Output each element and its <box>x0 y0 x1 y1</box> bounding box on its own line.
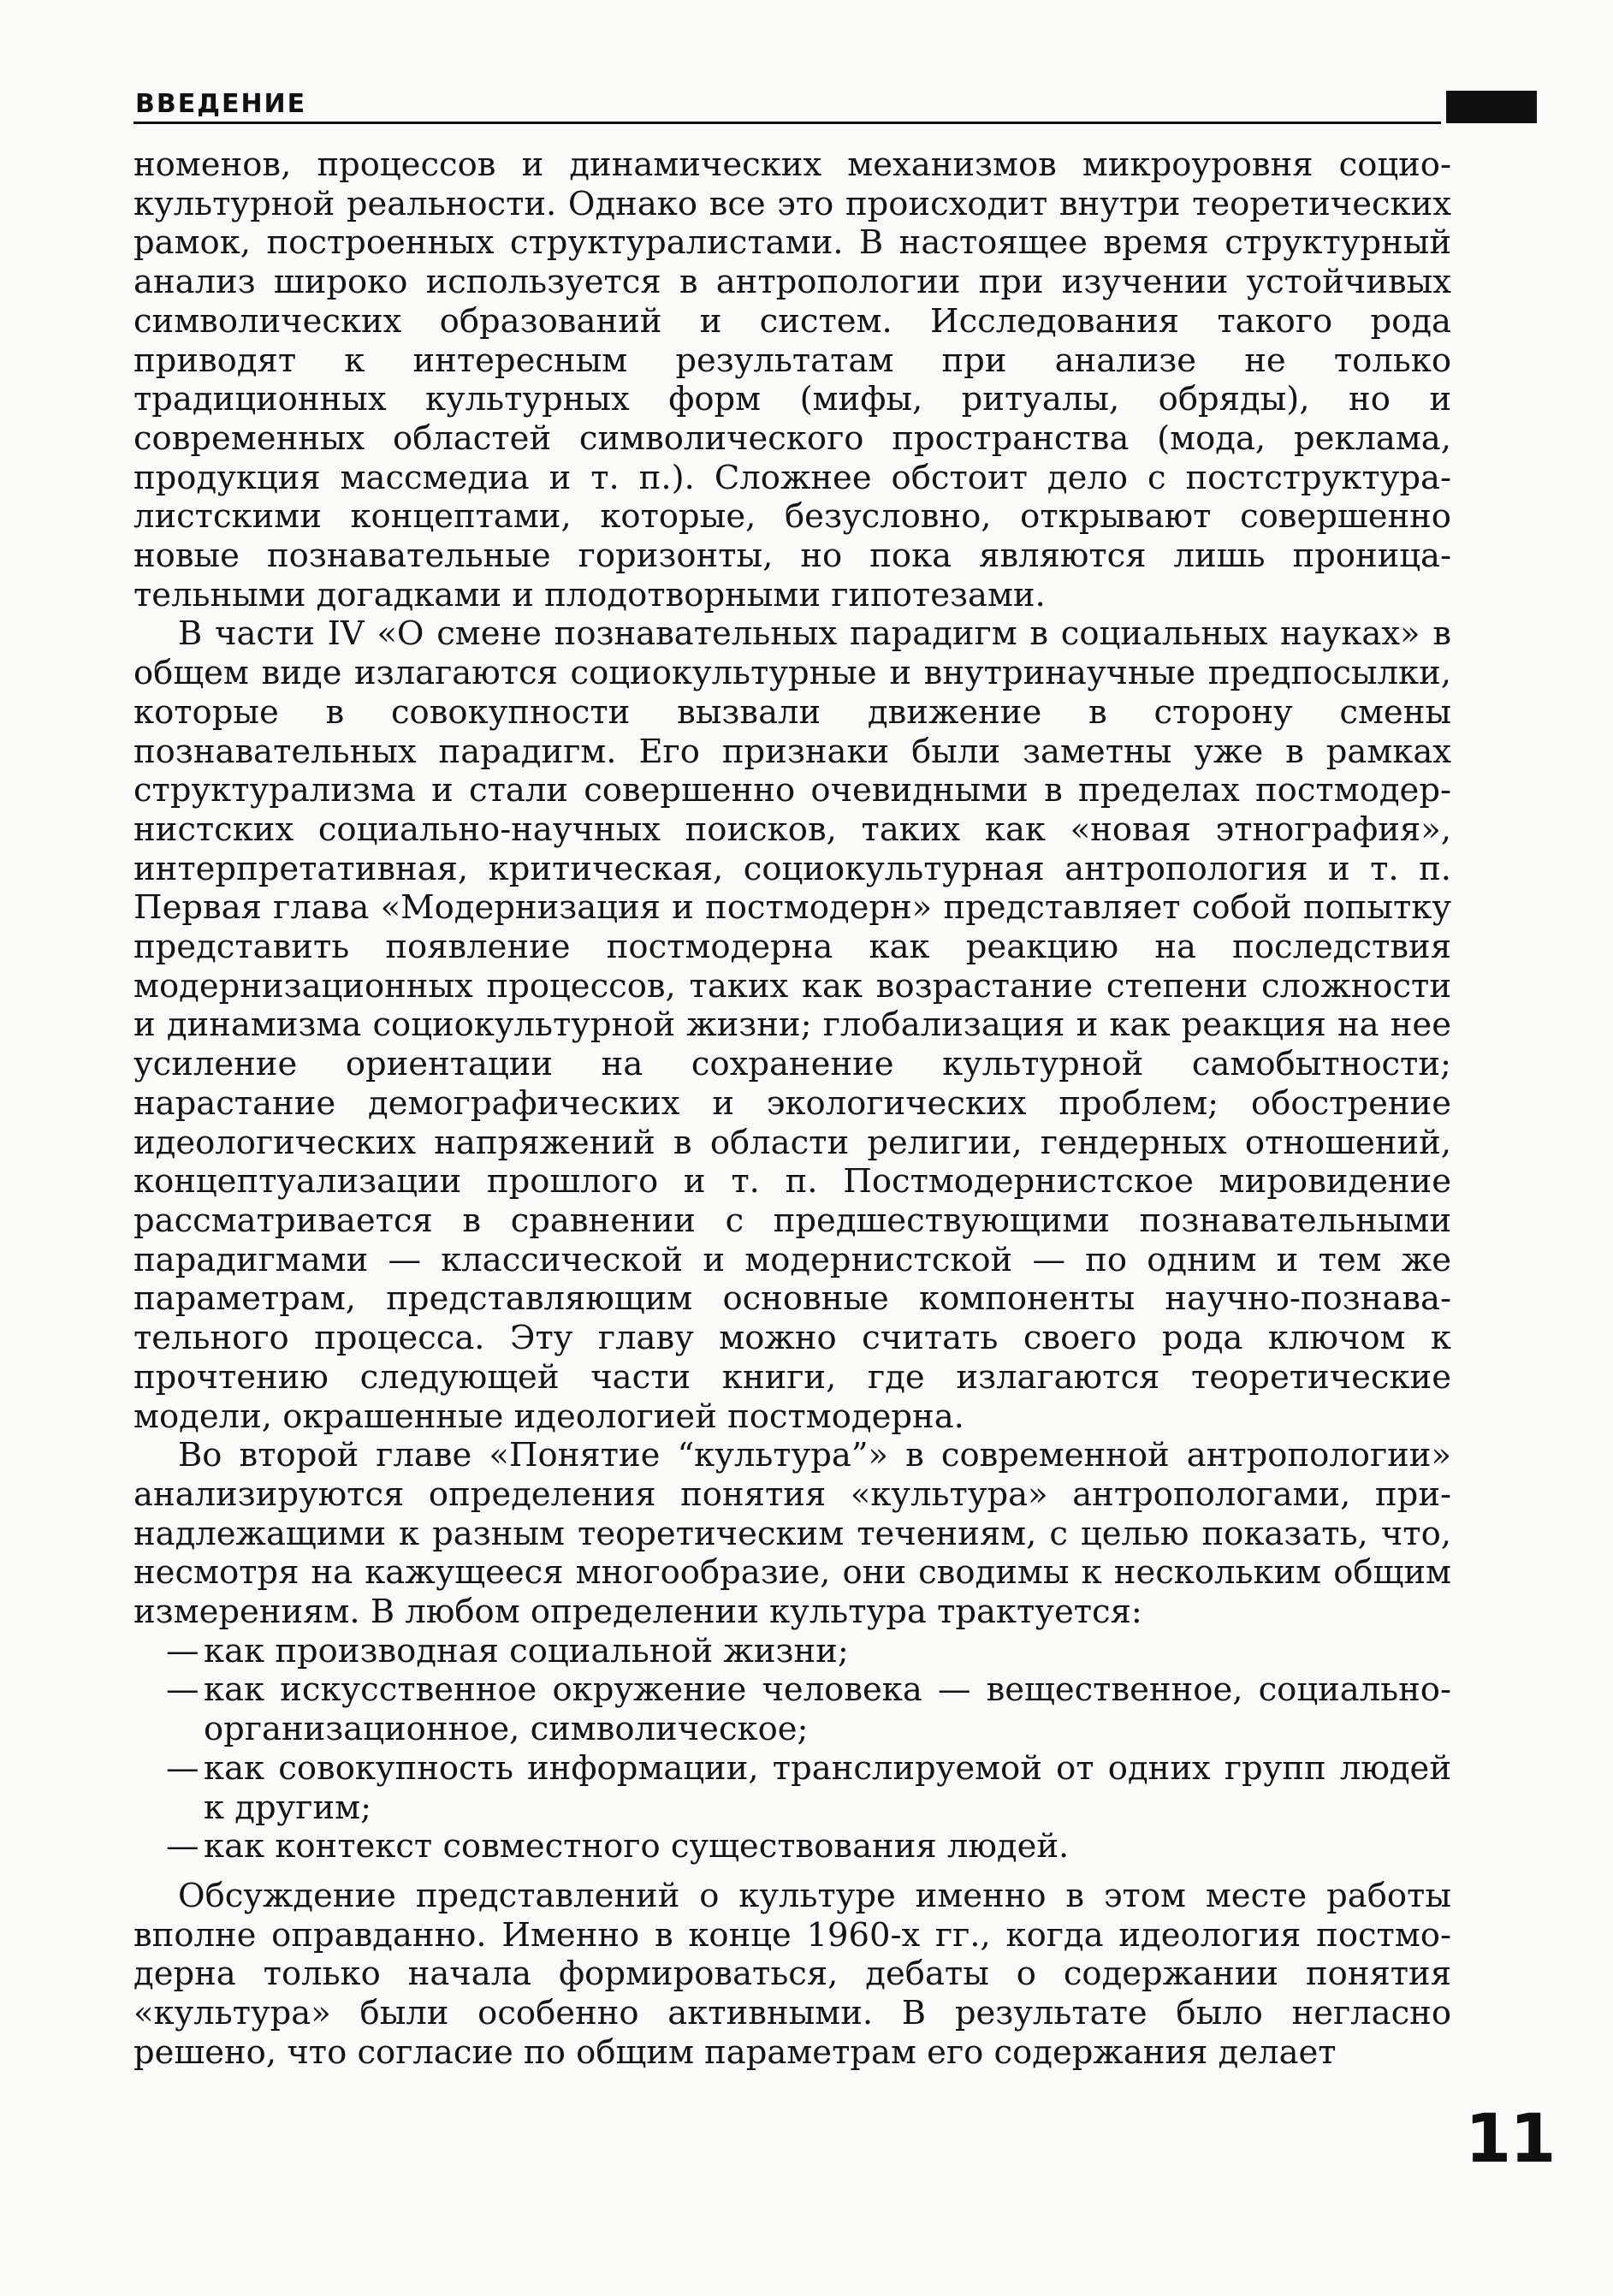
paragraph: Обсуждение представлений о культуре именно в этом месте работы вполне оправданно. Именно в конце 1960-х гг., когда идеология постмодерна только начала формироваться, дебаты о содержании понятия «культура» были особенно активными. В результате было негласно решено, что согласие по общим параметрам его содержания делает <box>133 1876 1451 2072</box>
list-item: — как производная социальной жизни; <box>133 1632 1451 1671</box>
list-item: — как контекст совместного существования людей. <box>133 1827 1451 1866</box>
paragraph: номенов, процессов и динамических механизмов микроуровня социокультурной реальности. Однако все это происходит внутри теоретических рамок, построенных структуралистами. В настоящее время структурный анализ широко используется в антропологии при изучении устойчивых символических образований и систем. Исследования такого рода приводят к интересным результатам при анализе не только традиционных культурных форм (мифы, ритуалы, обряды), но и современных областей символического пространства (мода, реклама, продукция массмедиа и т. п.). Сложнее обстоит дело с постструктуралистскими концептами, которые, безусловно, открывают совершенно новые познавательные горизонты, но пока являются лишь проницательными догадками и плодотворными гипотезами. <box>133 145 1451 614</box>
header-block-marker <box>1446 91 1537 123</box>
page-number: 11 <box>1465 2101 1555 2178</box>
running-head: ВВЕДЕНИЕ <box>135 89 307 119</box>
paragraph: В части IV «О смене познавательных парадигм в социальных науках» в общем виде излагаются социокультурные и внутринаучные предпосылки, которые в совокупности вызвали движение в сторону смены познавательных парадигм. Его признаки были заметны уже в рамках структурализма и стали совершенно очевидными в пределах постмодернистских социально-научных поисков, таких как «новая этнография», интерпретативная, критическая, социокультурная антропология и т. п. Первая глава «Модернизация и постмодерн» представляет собой попытку представить появление постмодерна как реакцию на последствия модернизационных процессов, таких как возрастание степени сложности и динамизма социокультурной жизни; глобализация и как реакция на нее усиление ориентации на сохранение культурной самобытности; нарастание демографических и экологических проблем; обострение идеологических напряжений в области религии, гендерных отношений, концептуализации прошлого и т. п. Постмодернистское мировидение рассматривается в сравнении с предшествующими познавательными парадигмами — классической и модернистской — по одним и тем же параметрам, представляющим основные компоненты научно-познавательного процесса. Эту главу можно считать своего рода ключом к прочтению следующей части книги, где излагаются теоретические модели, окрашенные идеологией постмодерна. <box>133 614 1451 1436</box>
body-text <box>133 145 1451 2072</box>
header-rule <box>133 122 1441 124</box>
paragraph: Во второй главе «Понятие “культура”» в современной антропологии» анализируются определения понятия «культура» антропологами, принадлежащими к разным теоретическим течениям, с целью показать, что, несмотря на кажущееся многообразие, они сводимы к нескольким общим измерениям. В любом определении культура трактуется: <box>133 1436 1451 1632</box>
list-item: — как совокупность информации, транслируемой от одних групп людей к другим; <box>133 1749 1451 1827</box>
list-item: — как искусственное окружение человека — вещественное, социально-организационное, символическое; <box>133 1670 1451 1748</box>
definition-list <box>133 1632 1451 1866</box>
